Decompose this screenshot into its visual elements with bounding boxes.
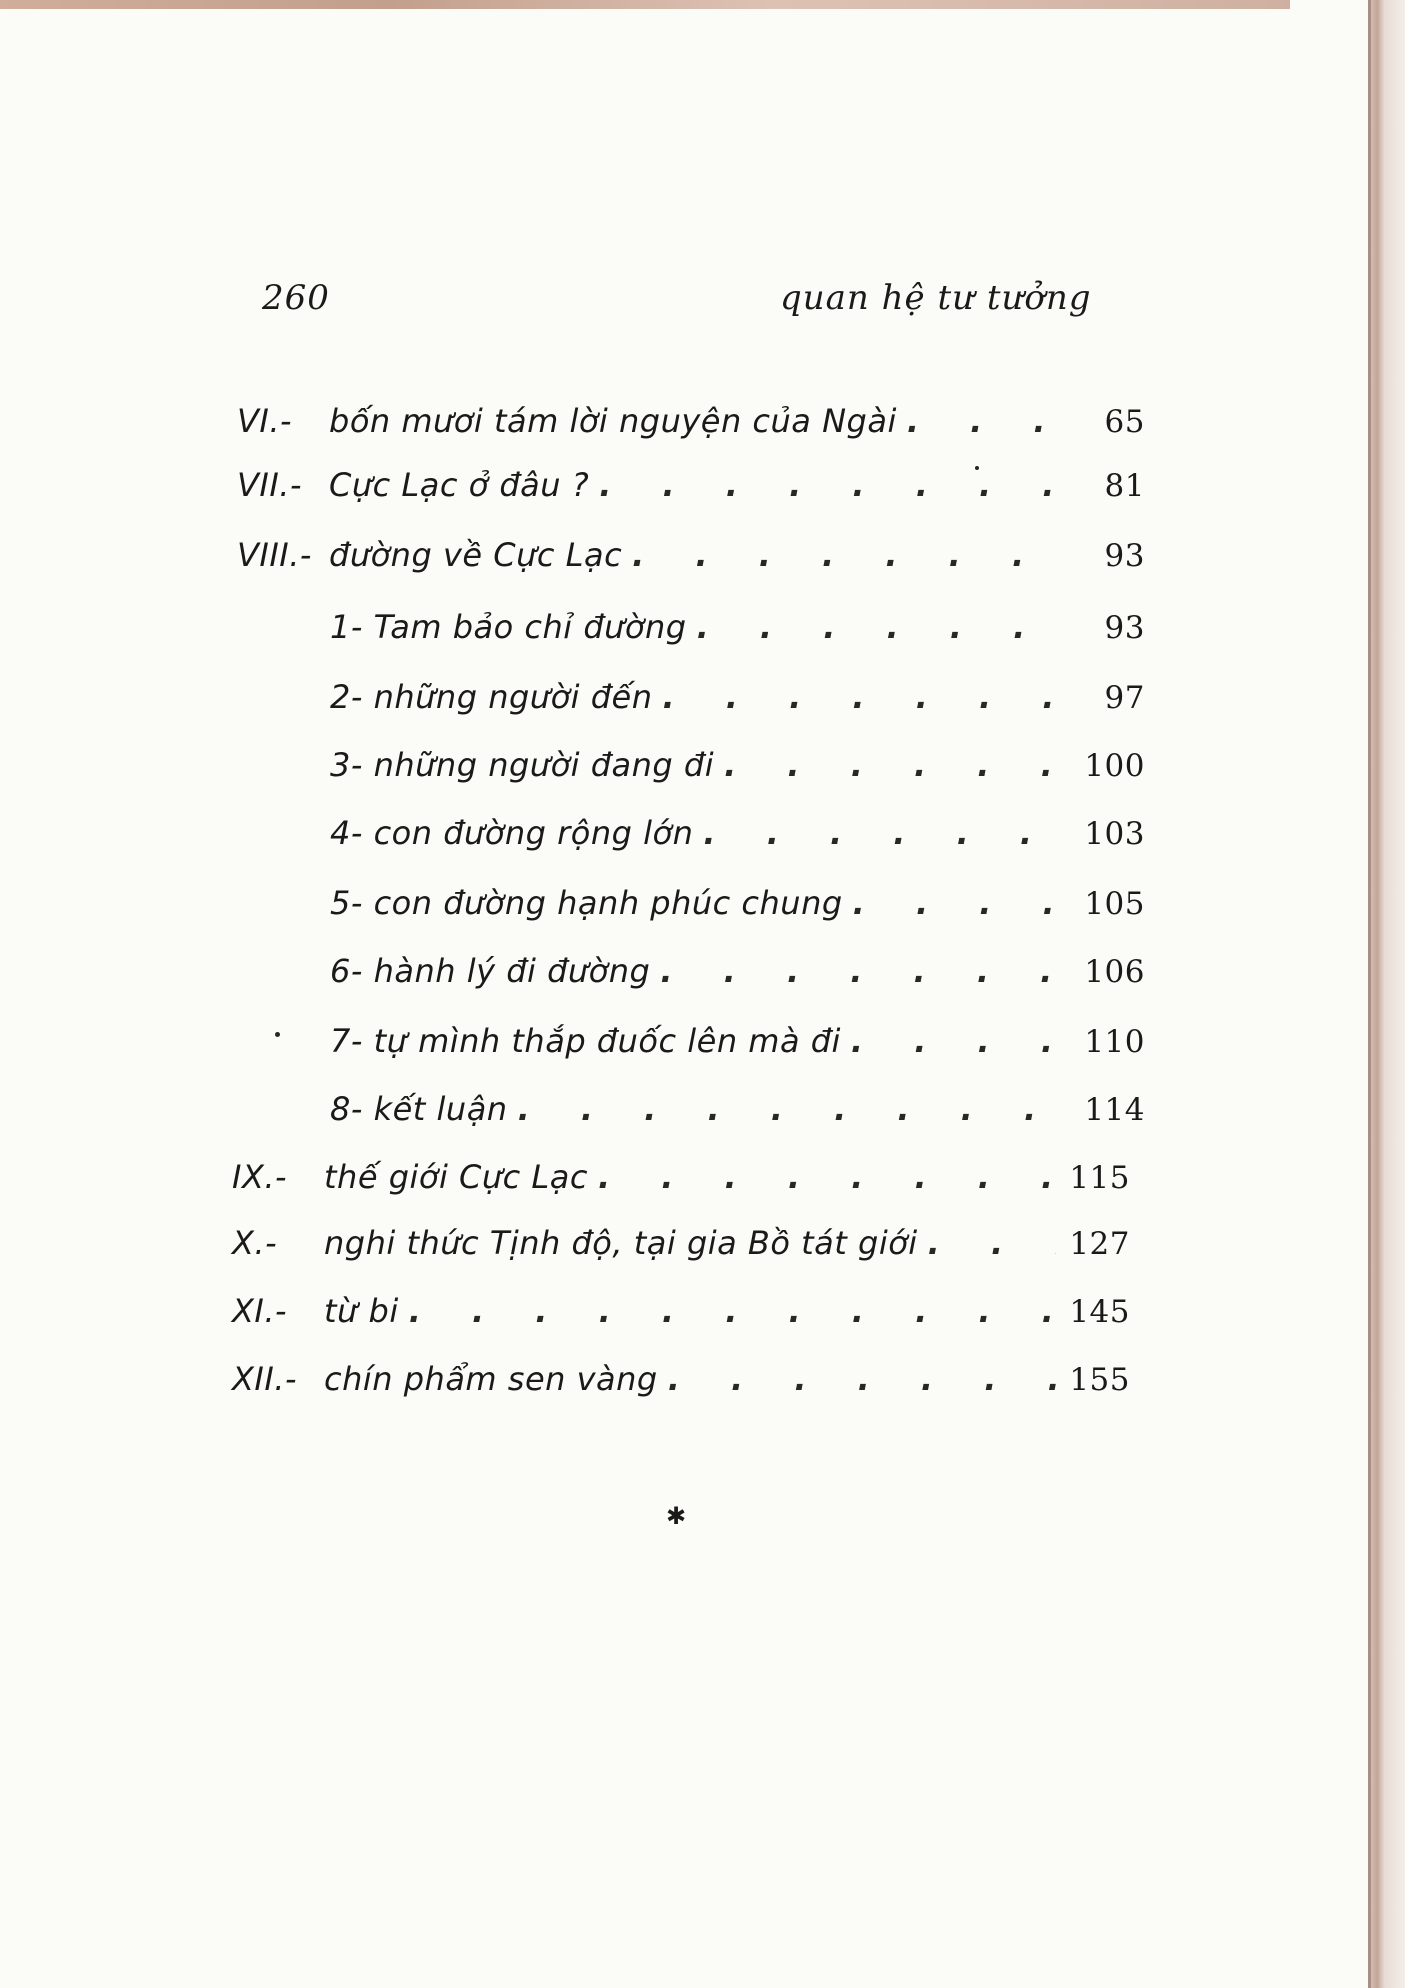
toc-entry — [237, 402, 1145, 454]
margin-speck — [275, 1032, 280, 1037]
page-top-edge — [0, 0, 1290, 9]
toc-entry-number: VI.- — [237, 402, 293, 440]
toc-entry-title: 3- những người đang đi — [330, 746, 715, 784]
toc-entry-number: XII.- — [232, 1360, 298, 1398]
toc-subentry — [330, 1022, 1145, 1074]
toc-entry-title: bốn mươi tám lời nguyện của Ngài — [329, 402, 897, 440]
dot-leader — [668, 1360, 1056, 1398]
end-ornament: ✱ — [666, 1502, 687, 1530]
dot-leader — [518, 1090, 1071, 1128]
toc-entry-page: 81 — [1104, 468, 1145, 504]
dot-leader — [928, 1224, 1056, 1262]
toc-entry-title: nghi thức Tịnh độ, tại gia Bồ tát giới — [324, 1224, 918, 1262]
toc-entry-title: 2- những người đến — [330, 678, 653, 716]
toc-entry-page: 103 — [1084, 816, 1145, 852]
dot-leader — [599, 466, 1071, 504]
toc-entry-page: 97 — [1104, 680, 1145, 716]
toc-entry-title: 8- kết luận — [330, 1090, 508, 1128]
dot-leader — [853, 884, 1071, 922]
dot-leader — [632, 536, 1071, 574]
toc-entry — [237, 466, 1145, 518]
toc-entry-title: 1- Tam bảo chỉ đường — [330, 608, 687, 646]
toc-entry — [237, 536, 1145, 588]
toc-subentry — [330, 952, 1145, 1004]
dot-leader — [724, 746, 1071, 784]
toc-entry-title: đường về Cực Lạc — [329, 536, 623, 574]
toc-entry-page: 100 — [1084, 748, 1145, 784]
toc-entry-title: 7- tự mình thắp đuốc lên mà đi — [330, 1022, 841, 1060]
toc-entry-page: 155 — [1069, 1362, 1130, 1398]
toc-entry-number: X.- — [232, 1224, 278, 1262]
toc-entry-title: thế giới Cực Lạc — [324, 1158, 588, 1196]
book-binding-edge — [1368, 0, 1405, 1988]
toc-entry-number: VIII.- — [237, 536, 312, 574]
toc-subentry — [330, 678, 1145, 730]
toc-entry-title: từ bi — [324, 1292, 399, 1330]
dot-leader — [598, 1158, 1056, 1196]
toc-entry-page: 93 — [1104, 538, 1145, 574]
toc-subentry — [330, 884, 1145, 936]
dot-leader — [697, 608, 1071, 646]
toc-entry-page: 114 — [1084, 1092, 1145, 1128]
toc-entry-page: 115 — [1069, 1160, 1130, 1196]
toc-entry — [232, 1360, 1130, 1412]
toc-entry-page: 145 — [1069, 1294, 1130, 1330]
margin-speck — [975, 466, 979, 470]
toc-entry-title: Cực Lạc ở đâu ? — [329, 466, 590, 504]
toc-entry-number: IX.- — [232, 1158, 288, 1196]
toc-entry — [232, 1158, 1130, 1210]
toc-subentry — [330, 746, 1145, 798]
running-title: quan hệ tư tưởng — [780, 278, 1092, 318]
toc-entry-title: 6- hành lý đi đường — [330, 952, 651, 990]
binding-shadow-line — [1368, 0, 1371, 1988]
toc-entry-page: 65 — [1104, 404, 1145, 440]
toc-subentry — [330, 814, 1145, 866]
page-number: 260 — [262, 278, 330, 318]
toc-entry-page: 105 — [1084, 886, 1145, 922]
toc-entry-title: 4- con đường rộng lớn — [330, 814, 694, 852]
toc-entry-title: 5- con đường hạnh phúc chung — [330, 884, 843, 922]
dot-leader — [662, 678, 1071, 716]
toc-entry — [232, 1292, 1130, 1344]
toc-entry-title: chín phẩm sen vàng — [324, 1360, 658, 1398]
dot-leader — [851, 1022, 1071, 1060]
dot-leader — [409, 1292, 1056, 1330]
toc-entry-page: 93 — [1104, 610, 1145, 646]
toc-entry-number: XI.- — [232, 1292, 288, 1330]
toc-entry-number: VII.- — [237, 466, 302, 504]
dot-leader — [703, 814, 1071, 852]
dot-leader — [660, 952, 1071, 990]
toc-entry-page: 110 — [1084, 1024, 1145, 1060]
dot-leader — [907, 402, 1071, 440]
toc-subentry — [330, 608, 1145, 660]
toc-entry — [232, 1224, 1130, 1276]
toc-entry-page: 127 — [1069, 1226, 1130, 1262]
toc-subentry — [330, 1090, 1145, 1142]
toc-entry-page: 106 — [1084, 954, 1145, 990]
